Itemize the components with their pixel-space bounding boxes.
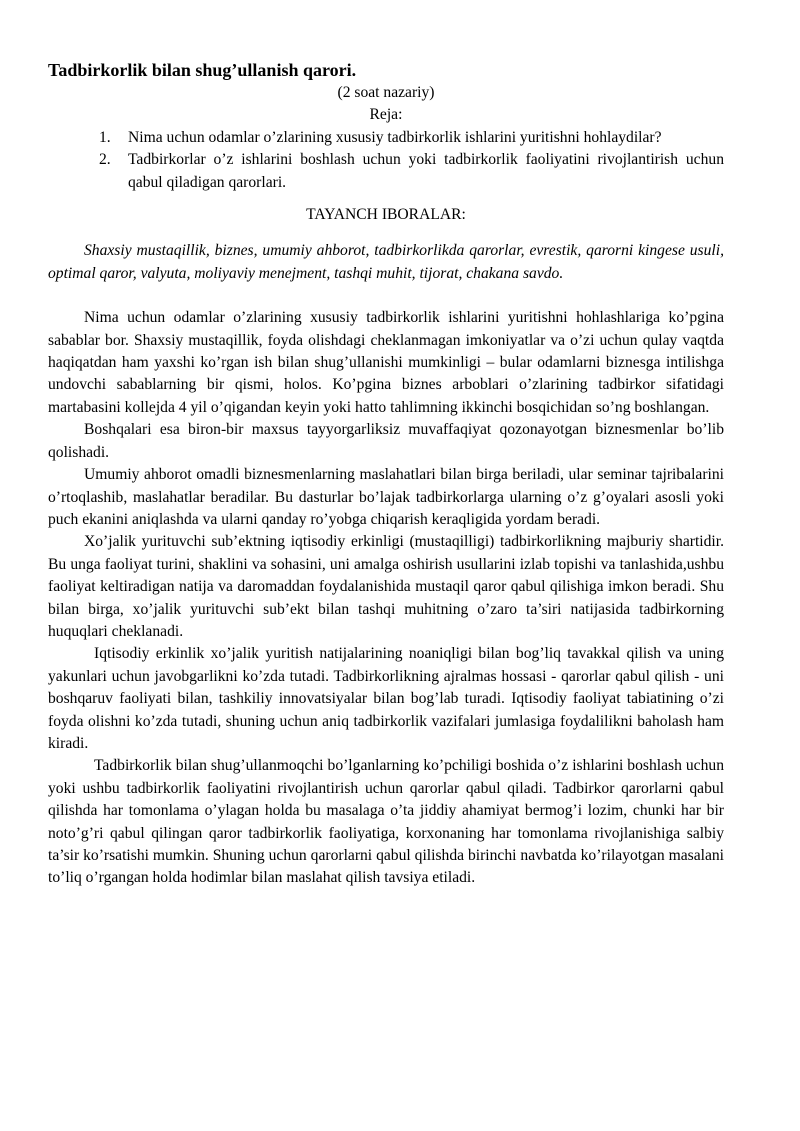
plan-item [99,149,724,194]
plan-item-text: Tadbirkorlar o’z ishlarini boshlash uchun yoki tadbirkorlik faoliyatini rivojlantirish uchun qabul qiladigan qarorlari. [128,151,724,191]
plan-item-text: Nima uchun odamlar o’zlarining xususiy tadbirkorlik ishlarini yuritishni hohlaydilar? [128,128,662,146]
document-title: Tadbirkorlik bilan shug’ullanish qarori. [48,60,357,80]
plan-label: Reja: [369,106,403,124]
body-paragraph: Umumiy ahborot omadli biznesmenlarning maslahatlari bilan birga beriladi, ular seminar tajribalarini o’rtoqlashib, maslahatlar beradilar. Bu dasturlar bo’lajak tadbirkorlarga ularning o’z g’oyalari asosli yoki puch ekanini aniqlashda va ularni qanday ro’yobga chiqarish keraqligida yordam beradi. [48,466,724,528]
body-paragraph: Xo’jalik yurituvchi sub’ektning iqtisodiy erkinligi (mustaqilligi) tadbirkorlikning majburiy shartidir. Bu unga faoliyat turini, shaklini va sohasini, uni amalga oshirish usullarini izlab topishi va tanlashida,ushbu faoliyat keltiradigan natija va daromaddan foydalanishida mustaqil qaror qabul qilishiga imkon beradi. Shu bilan birga, xo’jalik yurituvchi sub’ekt bilan tashqi muhitning o’zaro ta’siri natijasida tadbirkorning huquqlari cheklanadi. [48,533,724,640]
lecture-hours: (2 soat nazariy) [337,84,435,101]
plan-item [99,127,724,149]
keywords-heading: TAYANCH IBORALAR: [306,206,466,224]
keywords-text: Shaxsiy mustaqillik, biznes, umumiy ahborot, tadbirkorlikda qarorlar, evrestik, qarorni kingese usuli, optimal qaror, valyuta, moliyaviy menejment, tashqi muhit, tijorat, chakana savdo. [48,242,724,282]
document-page [48,58,724,890]
plan-item-number: 1. [99,128,111,146]
body-paragraph: Tadbirkorlik bilan shug’ullanmoqchi bo’lganlarning ko’pchiligi boshida o’z ishlarini boshlash uchun yoki ushbu tadbirkorlik faoliyatini rivojlantirish uchun qarorlar qabul qiladi. Tadbirkor qarorlarni qabul qilishda har tomonlama o’ylagan holda bu masalaga o’ta jiddiy ahamiyat bermog’i lozim, chunki har bir noto’g’ri qabul qilingan qaror tadbirkorlik faoliyatiga, korxonaning har tomonlama rivojlanishiga salbiy ta’sir ko’rsatishi mumkin. Shuning uchun qarorlarni qabul qilishda birinchi navbatda ko’rilayotgan masalani to’liq o’rgangan holda hodimlar bilan maslahat qilish tavsiya etiladi. [48,757,724,887]
body-paragraph: Nima uchun odamlar o’zlarining xususiy tadbirkorlik ishlarini yuritishni hohlashlariga ko’pgina sabablar bor. Shaxsiy mustaqillik, foyda olishdagi cheklanmagan imkoniyatlar va o’zi uchun qulay vaqtda haqiqatdan ham yaxshi ko’rgan ish bilan shug’ullanishi mumkinligi – bular odamlarni biznesga intilishga undovchi sabablarning bir qismi, holos. Ko’pgina biznes arboblari o’zlarining tadbirkor sifatidagi martabasini kollejda 4 yil o’qigandan keyin yoki hatto tahlimning ikkinchi bosqichidan so’ng boshlangan. [48,309,724,416]
body-paragraph: Boshqalari esa biron-bir maxsus tayyorgarliksiz muvaffaqiyat qozonayotgan biznesmenlar bo’lib qolishadi. [48,421,724,461]
plan-item-number: 2. [99,151,111,169]
body-paragraph: Iqtisodiy erkinlik xo’jalik yuritish natijalarining noaniqligi bilan bog’liq tavakkal qilish va uning yakunlari uchun javobgarlikni ko’zda tutadi. Tadbirkorlikning ajralmas hossasi - qarorlar qabul qilish - uni boshqaruv faoliyati bilan, tashkiliy innovatsiyalar bilan bog’lab turadi. Iqtisodiy faoliyat tabiatining o’zi foyda olishni ko’zda tutadi, shuning uchun aniq tadbirkorlik vazifalari jumlasiga foydalilikni baholash ham kiradi. [48,645,724,752]
plan-list [48,127,724,194]
